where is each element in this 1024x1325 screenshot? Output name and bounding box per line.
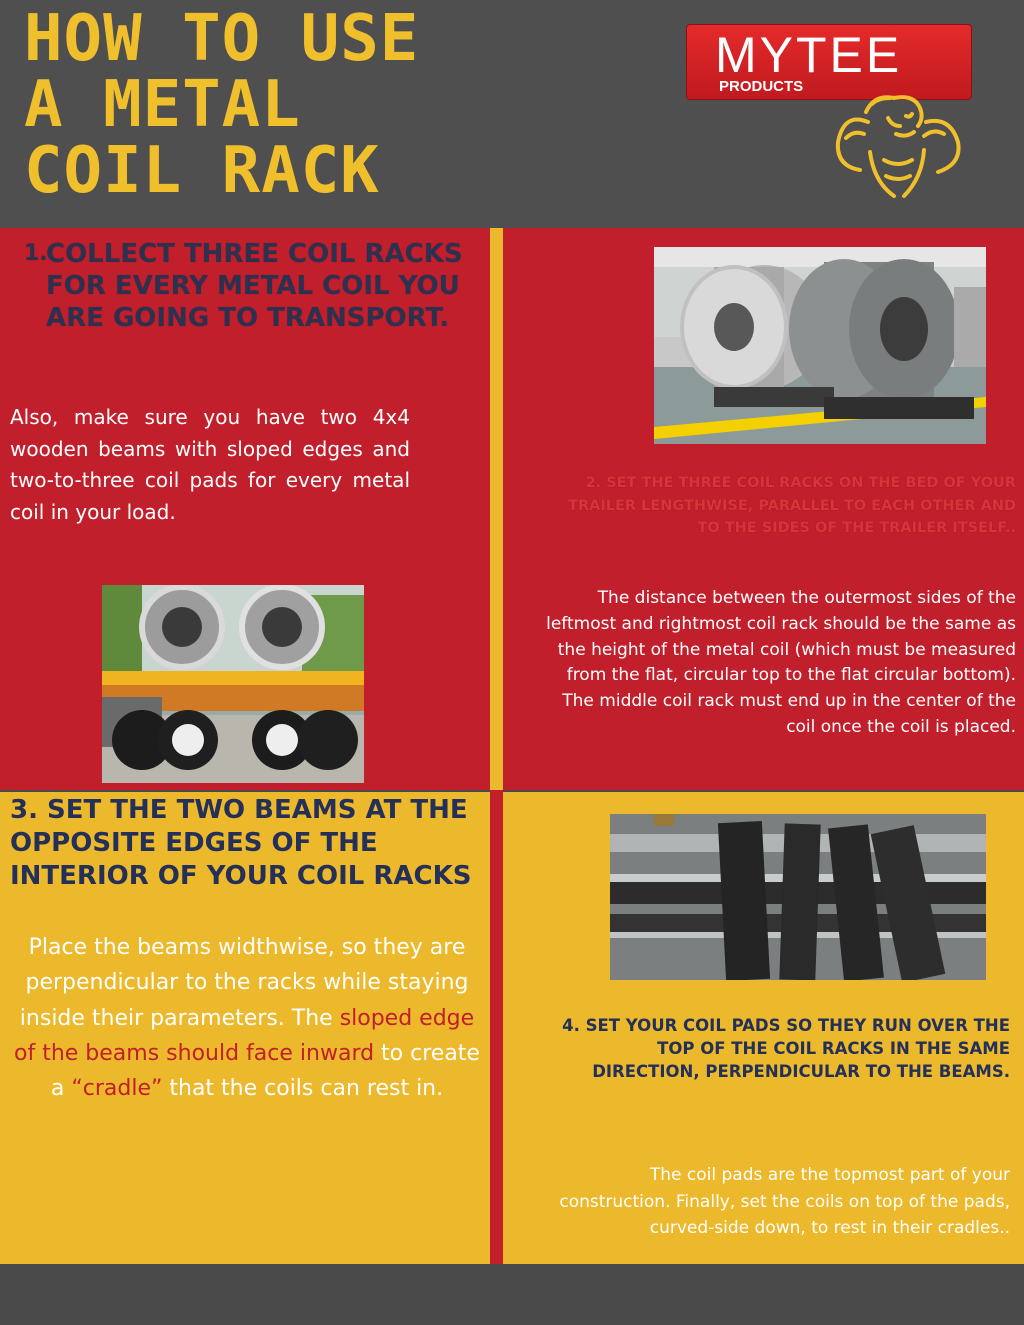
step2-heading: 2. SET THE THREE COIL RACKS ON THE BED OF YOUR TRAILER LENGTHWISE, PARALLEL TO EACH OTHER AND TO THE SIDES OF THE TRAILER ITSELF..: [568, 475, 1016, 536]
title-line-2: A METAL: [24, 68, 301, 142]
step2-panel: [503, 228, 1024, 790]
title-line-3: COIL RACK: [24, 134, 380, 208]
step3-body-part3: that the coils can rest in.: [162, 1076, 444, 1102]
step4-panel: [503, 792, 1024, 1264]
logo-sub: PRODUCTS: [719, 78, 804, 95]
step3-body-part1: Place the beams widthwise, so they are perpendicular to the racks while staying inside their parameters. The: [19, 935, 469, 1031]
header: [0, 0, 1024, 228]
strongman-mascot-icon: [826, 82, 972, 202]
footer-bar: [0, 1264, 1024, 1325]
vertical-divider-bottom: [490, 790, 503, 1264]
step1-heading-text: COLLECT THREE COIL RACKS FOR EVERY METAL COIL YOU ARE GOING TO TRANSPORT.: [46, 239, 463, 333]
step3-highlight-cradle: “cradle”: [71, 1076, 163, 1102]
step1-panel: [0, 228, 490, 790]
logo-brand: MYTEE: [715, 27, 903, 83]
truck-coils-photo: [102, 585, 364, 783]
step1-body: Also, make sure you have two 4x4 wooden beams with sloped edges and two-to-three coil pads for every metal coil in your load.: [10, 405, 410, 524]
step4-body: The coil pads are the topmost part of your construction. Finally, set the coils on top of the pads, curved-side down, to rest in their cradles..: [559, 1165, 1010, 1238]
step3-panel: [0, 792, 490, 1264]
step3-highlight-sloped-edge: sloped edge of the beams should face inward: [14, 1005, 475, 1066]
step1-number: 1.: [24, 241, 48, 266]
warehouse-coils-photo: [654, 247, 986, 444]
coil-pads-photo: [610, 814, 986, 980]
step1-heading: [24, 238, 464, 334]
step2-body: The distance between the outermost sides of the leftmost and rightmost coil rack should be the same as the height of the metal coil (which must be measured from the flat, circular top to the flat circular bottom). The middle coil rack must end up in the center of the coil once the coil is placed.: [546, 588, 1016, 737]
page-title: [24, 2, 584, 208]
title-line-1: HOW TO USE: [24, 2, 420, 76]
step3-body-part2: to create a: [50, 1040, 480, 1102]
step3-heading: 3. SET THE TWO BEAMS AT THE OPPOSITE EDGES OF THE INTERIOR OF YOUR COIL RACKS: [10, 795, 472, 891]
step3-body: [6, 930, 488, 1106]
mytee-logo: [686, 24, 972, 204]
step4-heading: 4. SET YOUR COIL PADS SO THEY RUN OVER THE TOP OF THE COIL RACKS IN THE SAME DIRECTION, PERPENDICULAR TO THE BEAMS.: [562, 1016, 1010, 1081]
vertical-divider-top: [490, 228, 503, 792]
